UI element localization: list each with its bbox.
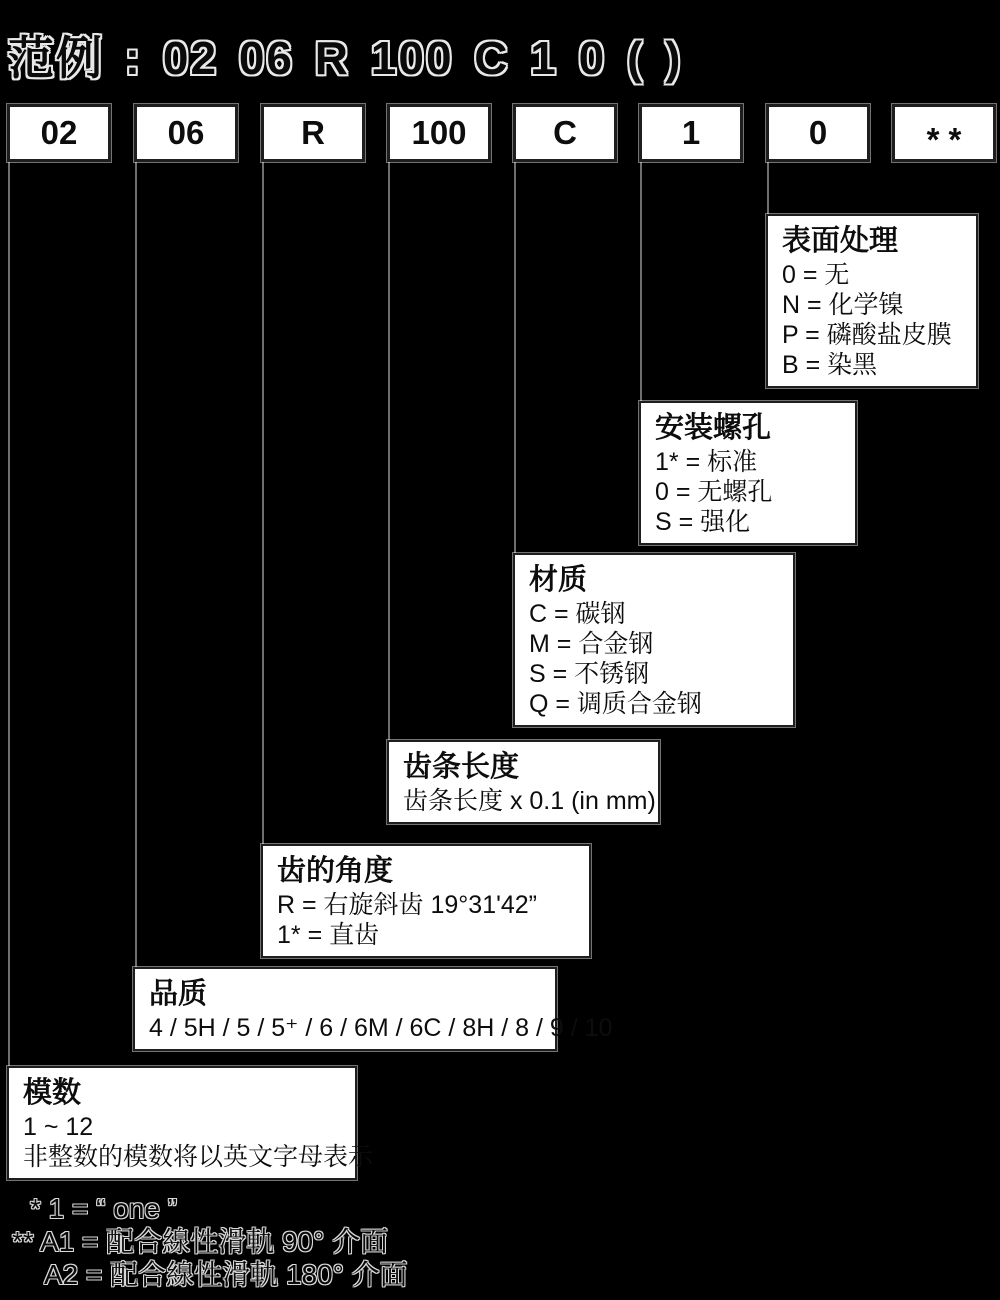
section-title: 品质	[149, 978, 208, 1010]
section-title: 齿条长度	[403, 751, 520, 783]
section-surface-treatment	[766, 214, 978, 388]
connector-surface-treatment	[767, 160, 769, 216]
section-line: 非整数的模数将以英文字母表示	[23, 1143, 374, 1171]
page-title: 范例 : 02 06 R 100 C 1 0 ( )	[8, 32, 683, 84]
section-line: 1* = 标准	[655, 448, 758, 476]
code-box-rack-length	[387, 104, 491, 162]
connector-tooth-angle	[262, 160, 264, 846]
section-line: 0 = 无	[782, 261, 850, 289]
section-line: S = 不锈钢	[529, 660, 650, 688]
section-line: 1* = 直齿	[277, 921, 380, 949]
code-box-label: C	[553, 114, 577, 151]
section-rack-length	[387, 740, 660, 824]
connector-module	[8, 160, 10, 1068]
code-box-label: 06	[167, 114, 205, 151]
footnote-a1: ** A1 = 配合線性滑軌 90° 介面	[12, 1226, 389, 1257]
section-mounting-holes	[639, 401, 857, 545]
footnote-one: * 1 = “ one ”	[30, 1193, 178, 1224]
section-line: P = 磷酸盐皮膜	[782, 321, 952, 349]
section-title: 齿的角度	[277, 855, 394, 887]
section-line: Q = 调质合金钢	[529, 690, 702, 718]
footnotes	[0, 1192, 408, 1291]
section-line: 1 ~ 12	[23, 1113, 94, 1141]
code-box-tooth-angle	[261, 104, 365, 162]
section-line: N = 化学镍	[782, 291, 904, 319]
section-line: 齿条长度 x 0.1 (in mm)	[403, 787, 656, 815]
section-material	[513, 553, 795, 727]
section-line: C = 碳钢	[529, 600, 626, 628]
connector-quality	[135, 160, 137, 969]
section-line: R = 右旋斜齿 19°31'42”	[277, 891, 538, 919]
section-line: 4 / 5H / 5 / 5⁺ / 6 / 6M / 6C / 8H / 8 / 9 / 10	[149, 1014, 613, 1042]
section-title: 安装螺孔	[655, 412, 772, 444]
section-line: 0 = 无螺孔	[655, 478, 773, 506]
connector-material	[514, 160, 516, 555]
section-tooth-angle	[261, 844, 591, 958]
code-box-label: 100	[411, 114, 467, 151]
connector-rack-length	[388, 160, 390, 742]
code-box-surface-treatment	[766, 104, 870, 162]
section-module	[7, 1066, 374, 1180]
section-title: 模数	[23, 1077, 82, 1109]
code-box-label: 02	[40, 114, 78, 151]
code-box-quality	[134, 104, 238, 162]
code-box-interface-note	[892, 104, 996, 162]
section-line: S = 强化	[655, 508, 751, 536]
code-box-material	[513, 104, 617, 162]
section-title: 材质	[529, 564, 588, 596]
section-title: 表面处理	[782, 225, 899, 257]
code-box-label: R	[301, 114, 325, 151]
footnote-a2: A2 = 配合線性滑軌 180° 介面	[44, 1259, 408, 1290]
code-box-label: **	[926, 121, 971, 158]
code-box-label: 1	[681, 114, 701, 151]
section-line: M = 合金钢	[529, 630, 654, 658]
section-quality	[133, 967, 613, 1051]
code-box-label: 0	[808, 114, 828, 151]
code-box-mounting-holes	[639, 104, 743, 162]
connector-mounting-holes	[640, 160, 642, 403]
section-line: B = 染黑	[782, 351, 878, 379]
code-box-module	[7, 104, 111, 162]
